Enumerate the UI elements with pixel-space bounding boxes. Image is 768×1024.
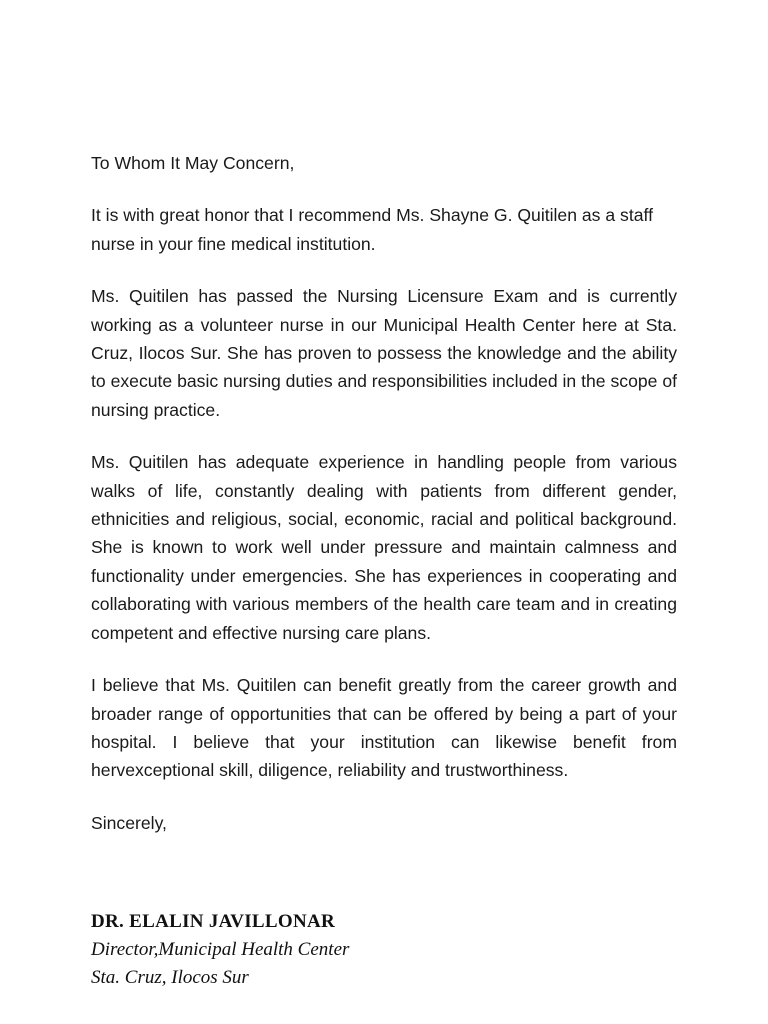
salutation: To Whom It May Concern, — [91, 153, 295, 173]
signatory-location: Sta. Cruz, Ilocos Sur — [91, 967, 249, 988]
paragraph-recommendation: It is with great honor that I recommend Ms. Shayne G. Quitilen as a staff nurse in your fine medical institution. — [91, 205, 653, 254]
paragraph-experience: Ms. Quitilen has adequate experience in handling people from various walks of life, constantly dealing with patients from different gender, ethnicities and religious, social, economic, racial and political background. She is known to work well under pressure and maintain calmness and functionality under emergencies. She has experiences in cooperating and collaborating with various members of the health care team and in creating competent and effective nursing care plans. — [91, 452, 677, 643]
paragraph-conclusion: I believe that Ms. Quitilen can benefit greatly from the career growth and broader range of opportunities that can be offered by being a part of your hospital. I believe that your institution can likewise benefit from hervexceptional skill, diligence, reliability and trustworthiness. — [91, 675, 677, 781]
signatory-name: DR. ELALIN JAVILLONAR — [91, 911, 336, 932]
letter-body — [91, 149, 677, 837]
signature-block — [91, 908, 491, 992]
closing: Sincerely, — [91, 812, 167, 833]
paragraph-qualifications: Ms. Quitilen has passed the Nursing Licensure Exam and is currently working as a volunteer nurse in our Municipal Health Center here at Sta. Cruz, Ilocos Sur. She has proven to possess the knowledge and the ability to execute basic nursing duties and responsibilities included in the scope of nursing practice. — [91, 286, 677, 420]
signatory-title: Director,Municipal Health Center — [91, 939, 350, 960]
